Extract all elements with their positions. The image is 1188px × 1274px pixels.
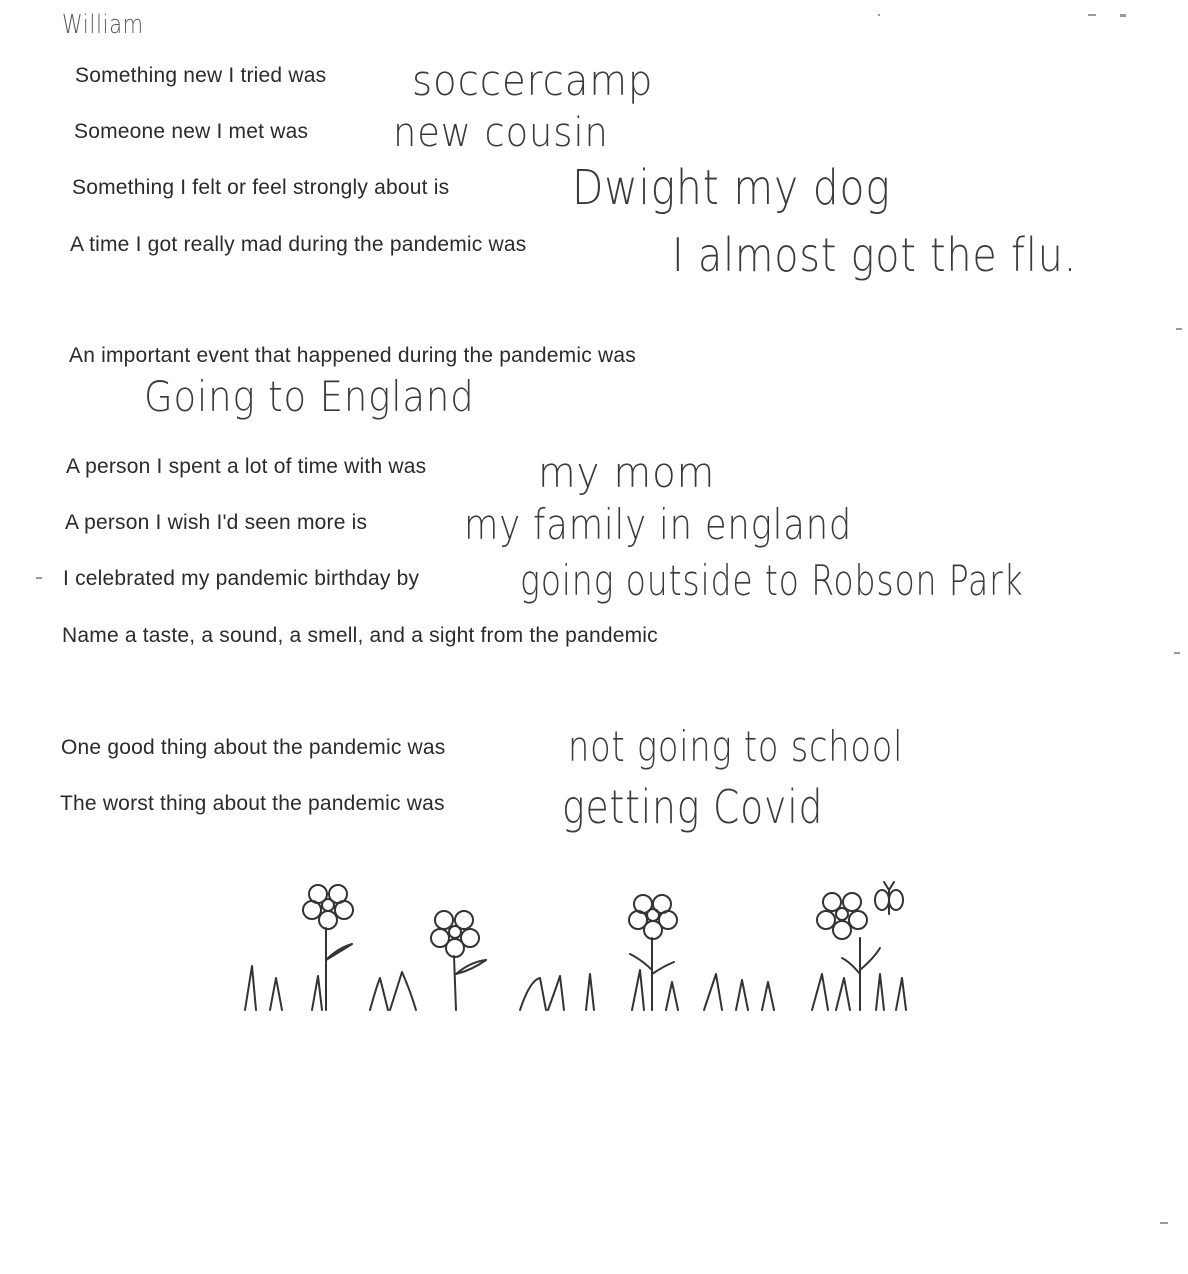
flower-4-icon xyxy=(817,893,880,1010)
prompt-felt-strongly: Something I felt or feel strongly about is xyxy=(72,176,450,199)
prompt-spent-time: A person I spent a lot of time with was xyxy=(66,455,427,478)
answer-birthday: going outside to Robson Park xyxy=(520,556,1024,605)
student-name: William xyxy=(62,10,144,40)
scan-speck xyxy=(1160,1222,1168,1224)
prompt-good-thing: One good thing about the pandemic was xyxy=(61,736,446,759)
answer-felt-strongly: Dwight my dog xyxy=(572,160,891,216)
scan-speck xyxy=(1176,328,1182,330)
answer-wish-seen: my family in england xyxy=(464,500,853,549)
prompt-got-mad: A time I got really mad during the pandemic was xyxy=(70,233,527,256)
grass-icon xyxy=(245,966,906,1010)
butterfly-icon xyxy=(875,882,903,914)
flowers-and-grass-drawing xyxy=(230,870,930,1020)
flower-1-icon xyxy=(303,885,353,1010)
prompt-senses: Name a taste, a sound, a smell, and a sight from the pandemic xyxy=(62,624,658,647)
answer-new-tried: soccercamp xyxy=(412,56,654,105)
answer-important-event: Going to England xyxy=(144,372,475,421)
prompt-new-tried: Something new I tried was xyxy=(75,64,327,87)
answer-worst-thing: getting Covid xyxy=(562,780,824,834)
scan-speck xyxy=(1120,14,1126,17)
scan-speck xyxy=(1174,652,1180,654)
prompt-wish-seen: A person I wish I'd seen more is xyxy=(65,511,368,534)
prompt-important-event: An important event that happened during the pandemic was xyxy=(69,344,636,367)
prompt-worst-thing: The worst thing about the pandemic was xyxy=(60,792,445,815)
prompt-new-met: Someone new I met was xyxy=(74,120,309,143)
scan-speck xyxy=(1088,14,1096,16)
answer-good-thing: not going to school xyxy=(568,722,904,771)
scan-speck xyxy=(36,577,42,579)
prompt-birthday: I celebrated my pandemic birthday by xyxy=(63,567,420,590)
answer-new-met: new cousin xyxy=(393,110,609,156)
answer-spent-time: my mom xyxy=(538,448,716,497)
scan-speck xyxy=(878,14,880,16)
flower-2-icon xyxy=(431,911,486,1010)
answer-got-mad: I almost got the flu. xyxy=(672,228,1078,282)
